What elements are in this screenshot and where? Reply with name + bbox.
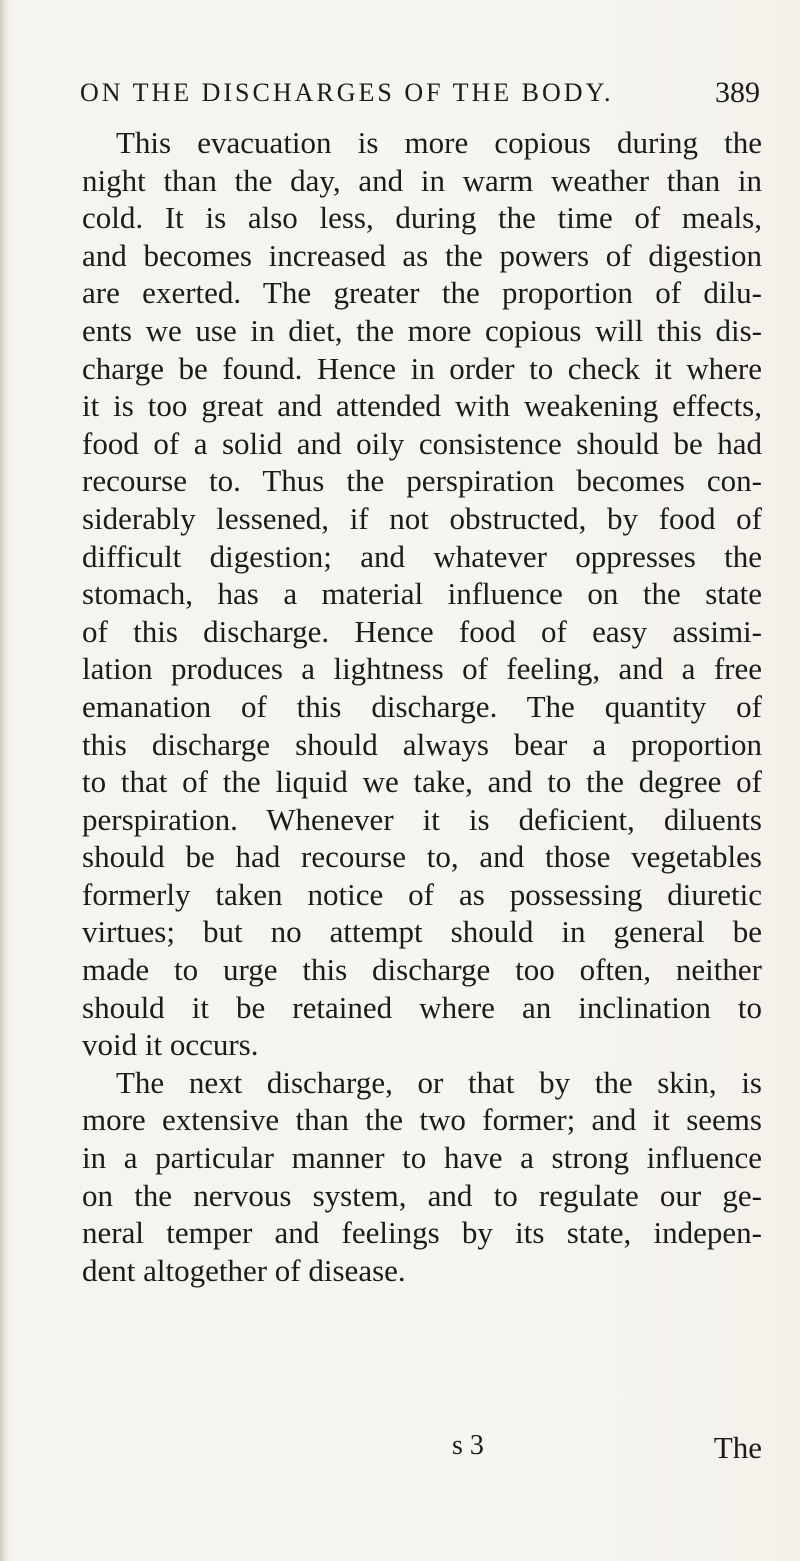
- text-line: charge be found. Hence in order to check it where: [82, 350, 762, 386]
- catchword: The: [713, 1430, 762, 1465]
- text-line: This evacuation is more copious during the: [116, 125, 762, 160]
- text-line: siderably lessened, if not obstructed, by food of: [82, 500, 762, 536]
- text-line: dent altogether of disease.: [82, 1252, 406, 1288]
- text-line: emanation of this discharge. The quantity of: [82, 688, 762, 724]
- text-line: more extensive than the two former; and it seems: [82, 1102, 762, 1138]
- page-number: 389: [715, 76, 760, 109]
- text-line: The next discharge, or that by the skin, is: [116, 1064, 762, 1100]
- text-line: cold. It is also less, during the time of meals,: [82, 200, 762, 236]
- page-footer: [82, 1430, 762, 1474]
- text-line: made to urge this discharge too often, neither: [82, 952, 762, 988]
- text-line: ents we use in diet, the more copious will this dis-: [82, 312, 762, 348]
- text-line: neral temper and feelings by its state, indepen-: [82, 1215, 762, 1251]
- text-line: in a particular manner to have a strong influence: [82, 1140, 762, 1176]
- text-line: it is too great and attended with weakening effects,: [82, 388, 762, 424]
- text-line: formerly taken notice of as possessing diuretic: [82, 876, 762, 912]
- running-title: ON THE DISCHARGES OF THE BODY.: [80, 78, 614, 107]
- text-line: this discharge should always bear a proportion: [82, 726, 762, 762]
- text-line: should it be retained where an inclination to: [82, 989, 762, 1025]
- text-line: food of a solid and oily consistence should be had: [82, 425, 762, 461]
- text-line: virtues; but no attempt should in general be: [82, 914, 762, 950]
- signature-mark: s 3: [452, 1430, 484, 1461]
- text-line: on the nervous system, and to regulate our ge-: [82, 1177, 762, 1213]
- text-line: difficult digestion; and whatever oppresses the: [82, 538, 762, 574]
- page-gutter: [0, 0, 6, 1561]
- text-line: void it occurs.: [82, 1027, 259, 1063]
- body-text: [82, 124, 762, 1289]
- text-line: stomach, has a material influence on the state: [82, 576, 762, 612]
- text-line: lation produces a lightness of feeling, and a free: [82, 651, 762, 687]
- text-line: of this discharge. Hence food of easy assimi-: [82, 613, 762, 649]
- text-line: are exerted. The greater the proportion of dilu-: [82, 275, 762, 311]
- text-line: to that of the liquid we take, and to the degree of: [82, 764, 762, 800]
- text-line: night than the day, and in warm weather than in: [82, 162, 762, 198]
- text-line: and becomes increased as the powers of digestion: [82, 237, 762, 273]
- text-line: recourse to. Thus the perspiration becomes con-: [82, 463, 762, 499]
- running-head: [80, 78, 760, 118]
- text-line: should be had recourse to, and those vegetables: [82, 839, 762, 875]
- text-line: perspiration. Whenever it is deficient, diluents: [82, 801, 762, 837]
